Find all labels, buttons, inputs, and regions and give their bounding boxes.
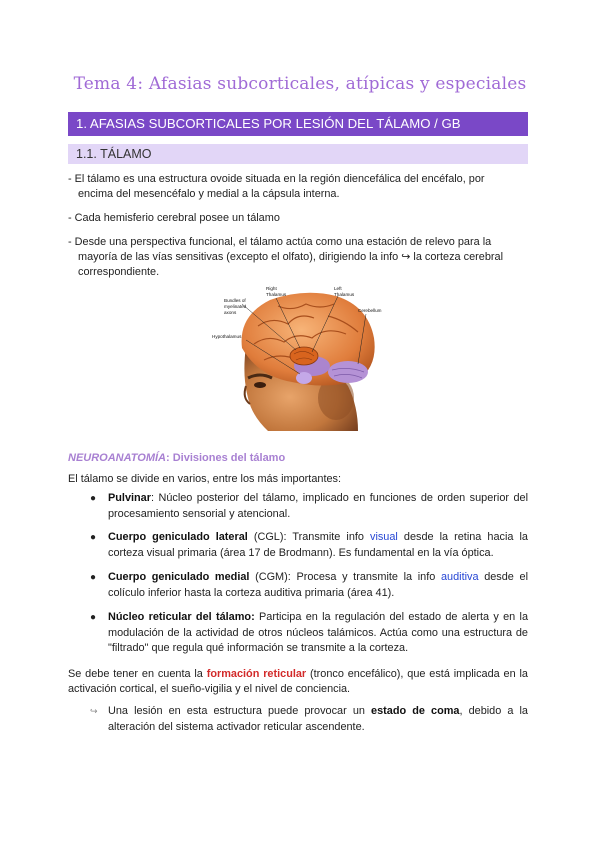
highlight-reticular: formación reticular [206,668,307,680]
bullet-icon: ● [90,572,97,583]
highlight-auditiva: auditiva [440,571,479,583]
dash-line: - Desde una perspectiva funcional, el tálamo actúa como una estación de relevo para la [68,236,492,248]
bullet-text: : Núcleo posterior del tálamo, implicado en funciones de orden superior del procesamiento sensorial y atencional. [108,492,528,520]
label-hypothalamus: Hypothalamus [212,334,242,339]
label-bundles: myelinated [224,304,247,309]
thalamus-brain-illustration [208,286,398,431]
label-right-thalamus: Thalamus [266,292,287,297]
label-bundles: axons [224,310,237,315]
bullet-icon: ● [90,532,97,543]
subsection-label [68,452,285,464]
bullet-text: desde la retina hacia la corteza visual primaria (área 17 de Brodmann). Es fundamental en la vía óptica. [108,531,528,559]
dash-item-3 [68,235,523,280]
bullet-text: Participa en la regulación del estado de alerta y en la modulación de la actividad de otros núcleos talámicos. Actúa como una estructura de "filtrado" que regula qué información se transmite a la corteza. [108,611,529,654]
bullet-term: Cuerpo geniculado lateral [108,531,248,543]
dash-line: encima del mesencéfalo y medial a la cápsula interna. [78,188,340,200]
bullet-term: Cuerpo geniculado medial [108,571,250,583]
section-heading: 1. AFASIAS SUBCORTICALES POR LESIÓN DEL TÁLAMO / GB [68,112,528,136]
dash-line: - El tálamo es una estructura ovoide situada en la región diencefálica del encéfalo, por [68,173,485,185]
dash-line: mayoría de las vías sensitivas (excepto el olfato), dirigiendo la info ↪ la corteza cerebral [78,251,503,263]
label-right-thalamus: Right [266,286,277,291]
arrow-text: , debido a la alteración del sistema activador reticular ascendente. [108,705,528,733]
label-cerebellum: Cerebellum [358,308,382,313]
bullet-item [90,610,528,657]
label-left-thalamus: Left [334,286,342,291]
label-bundles: Bundles of [224,298,246,303]
bullet-term: Pulvinar [108,492,151,504]
subsection-label-italic: NEUROANATOMÍA [68,452,166,464]
highlight-visual: visual [370,531,398,543]
dash-item-2 [68,211,523,226]
dash-item-1 [68,172,523,202]
bullet-item [90,570,528,601]
intro-text: El tálamo se divide en varios, entre los más importantes: [68,473,341,485]
arrow-item [90,704,528,735]
reticular-paragraph [68,667,528,697]
paragraph-text: Se debe tener en cuenta la [68,668,207,680]
bullet-item [90,530,528,561]
paragraph-text: (tronco encefálico), que está implicada en la activación cortical, el sueño-vigilia y el nivel de conciencia. [68,668,528,695]
arrow-text: Una lesión en esta estructura puede provocar un [108,705,372,717]
bullet-text: (CGL): Transmite info [247,531,370,543]
label-left-thalamus: Thalamus [334,292,355,297]
bullet-text: desde el colículo inferior hasta la corteza auditiva primaria (área 41). [108,571,529,599]
page-title: Tema 4: Afasias subcorticales, atípicas y especiales [73,74,527,94]
arrow-icon: ↪ [90,706,98,716]
dash-line: correspondiente. [78,266,160,278]
bullet-term: Núcleo reticular del tálamo: [108,611,255,623]
dash-line: - Cada hemisferio cerebral posee un tálamo [68,212,280,224]
subsection-label-rest: : Divisiones del tálamo [165,452,286,464]
bullet-icon: ● [90,612,97,623]
bullet-text: (CGM): Procesa y transmite la info [249,571,441,583]
arrow-bold: estado de coma [371,705,460,717]
subsection-heading: 1.1. TÁLAMO [68,144,528,164]
bullet-icon: ● [90,493,97,504]
bullet-item [90,491,528,522]
